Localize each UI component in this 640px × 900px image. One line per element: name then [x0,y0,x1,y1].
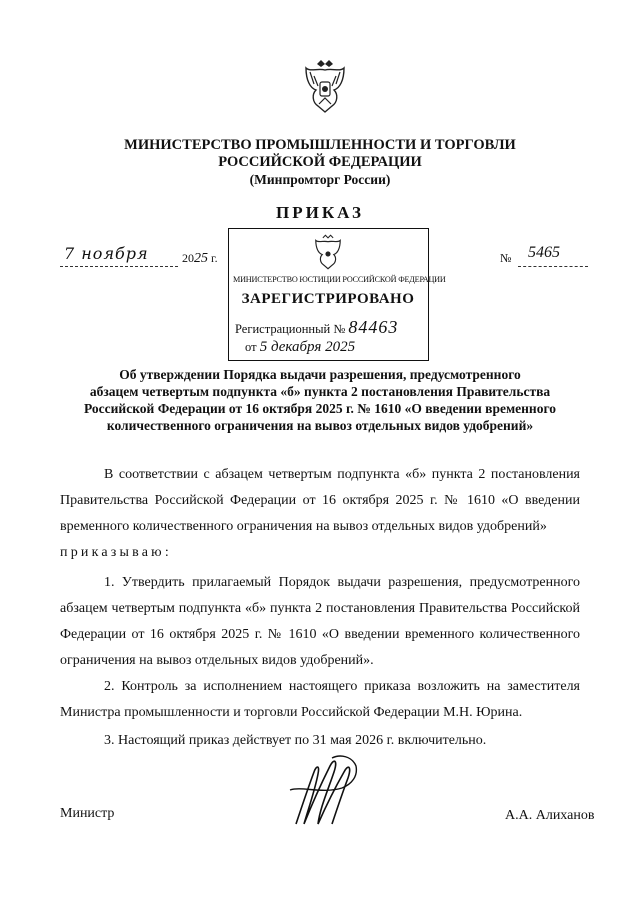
stamp-date [245,339,355,356]
item-2: 2. Контроль за исполнением настоящего приказа возложить на заместителя Министра промышленности и торговли Российской Федерации М.Н. Юрина. [60,679,580,720]
title-line2: абзацем четвертым подпункта «б» пункта 2 постановления Правительства [89,384,551,399]
order-year [182,251,218,267]
signatory-name: А.А. Алиханов [505,808,595,823]
item-3: 3. Настоящий приказ действует по 31 мая 2026 г. включительно. [104,733,487,748]
order-number-sign: № [500,251,512,265]
order-date-underline [60,266,178,267]
item-1: 1. Утвердить прилагаемый Порядок выдачи разрешения, предусмотренного абзацем четвертым подпункта «б» пункта 2 постановления Правительства Российской Федерации от 16 октября 2025 г. № 1610 «О введении временного количественного ограничения на вывоз отдельных видов удобрений». [60,575,580,668]
order-year-handwritten: 25 [194,251,208,266]
order-number [500,244,595,270]
stamp-date-label: от [245,340,257,354]
order-date-handwritten: 7 ноября [64,244,149,263]
coat-of-arms-emblem-icon [300,58,350,114]
order-date [60,244,218,270]
stamp-date-handwritten: 5 декабря 2025 [259,339,356,355]
order-year-prefix: 20 [182,251,194,265]
registration-stamp [228,228,446,361]
title-line3: Российской Федерации от 16 октября 2025 г. № 1610 «О введении временного [84,401,556,416]
stamp-reg-label: Регистрационный № [235,322,346,336]
stamp-coat-of-arms-icon [311,234,345,270]
prikazyvayu: приказываю: [60,545,172,560]
stamp-registered: ЗАРЕГИСТРИРОВАНО [241,291,415,307]
stamp-ministry: МИНИСТЕРСТВО ЮСТИЦИИ РОССИЙСКОЙ ФЕДЕРАЦИИ [233,275,446,284]
order-number-underline [518,266,588,267]
signatory-position: Министр [60,806,115,821]
order-number-handwritten: 5465 [528,244,560,261]
order-year-suffix: г. [211,251,218,265]
stamp-reg-number: 84463 [348,317,399,337]
order-title [60,366,580,434]
handwritten-signature [282,750,364,830]
ministry-line2: РОССИЙСКОЙ ФЕДЕРАЦИИ [218,154,422,170]
preamble-paragraph: В соответствии с абзацем четвертым подпункта «б» пункта 2 постановления Правительства Российской Федерации от 16 октября 2025 г. № 1610 «О введении временного количественного ограничения на вывоз отдельных видов удобрений» [60,467,580,534]
stamp-registration-number [235,317,398,338]
title-line4: количественного ограничения на вывоз отдельных видов удобрений» [106,418,534,433]
ministry-header [0,137,640,188]
title-line1: Об утверждении Порядка выдачи разрешения, предусмотренного [119,367,521,382]
ministry-short-name: (Минпромторг России) [249,172,391,187]
document-type: ПРИКАЗ [276,203,364,222]
ministry-line1: МИНИСТЕРСТВО ПРОМЫШЛЕННОСТИ И ТОРГОВЛИ [124,137,516,153]
